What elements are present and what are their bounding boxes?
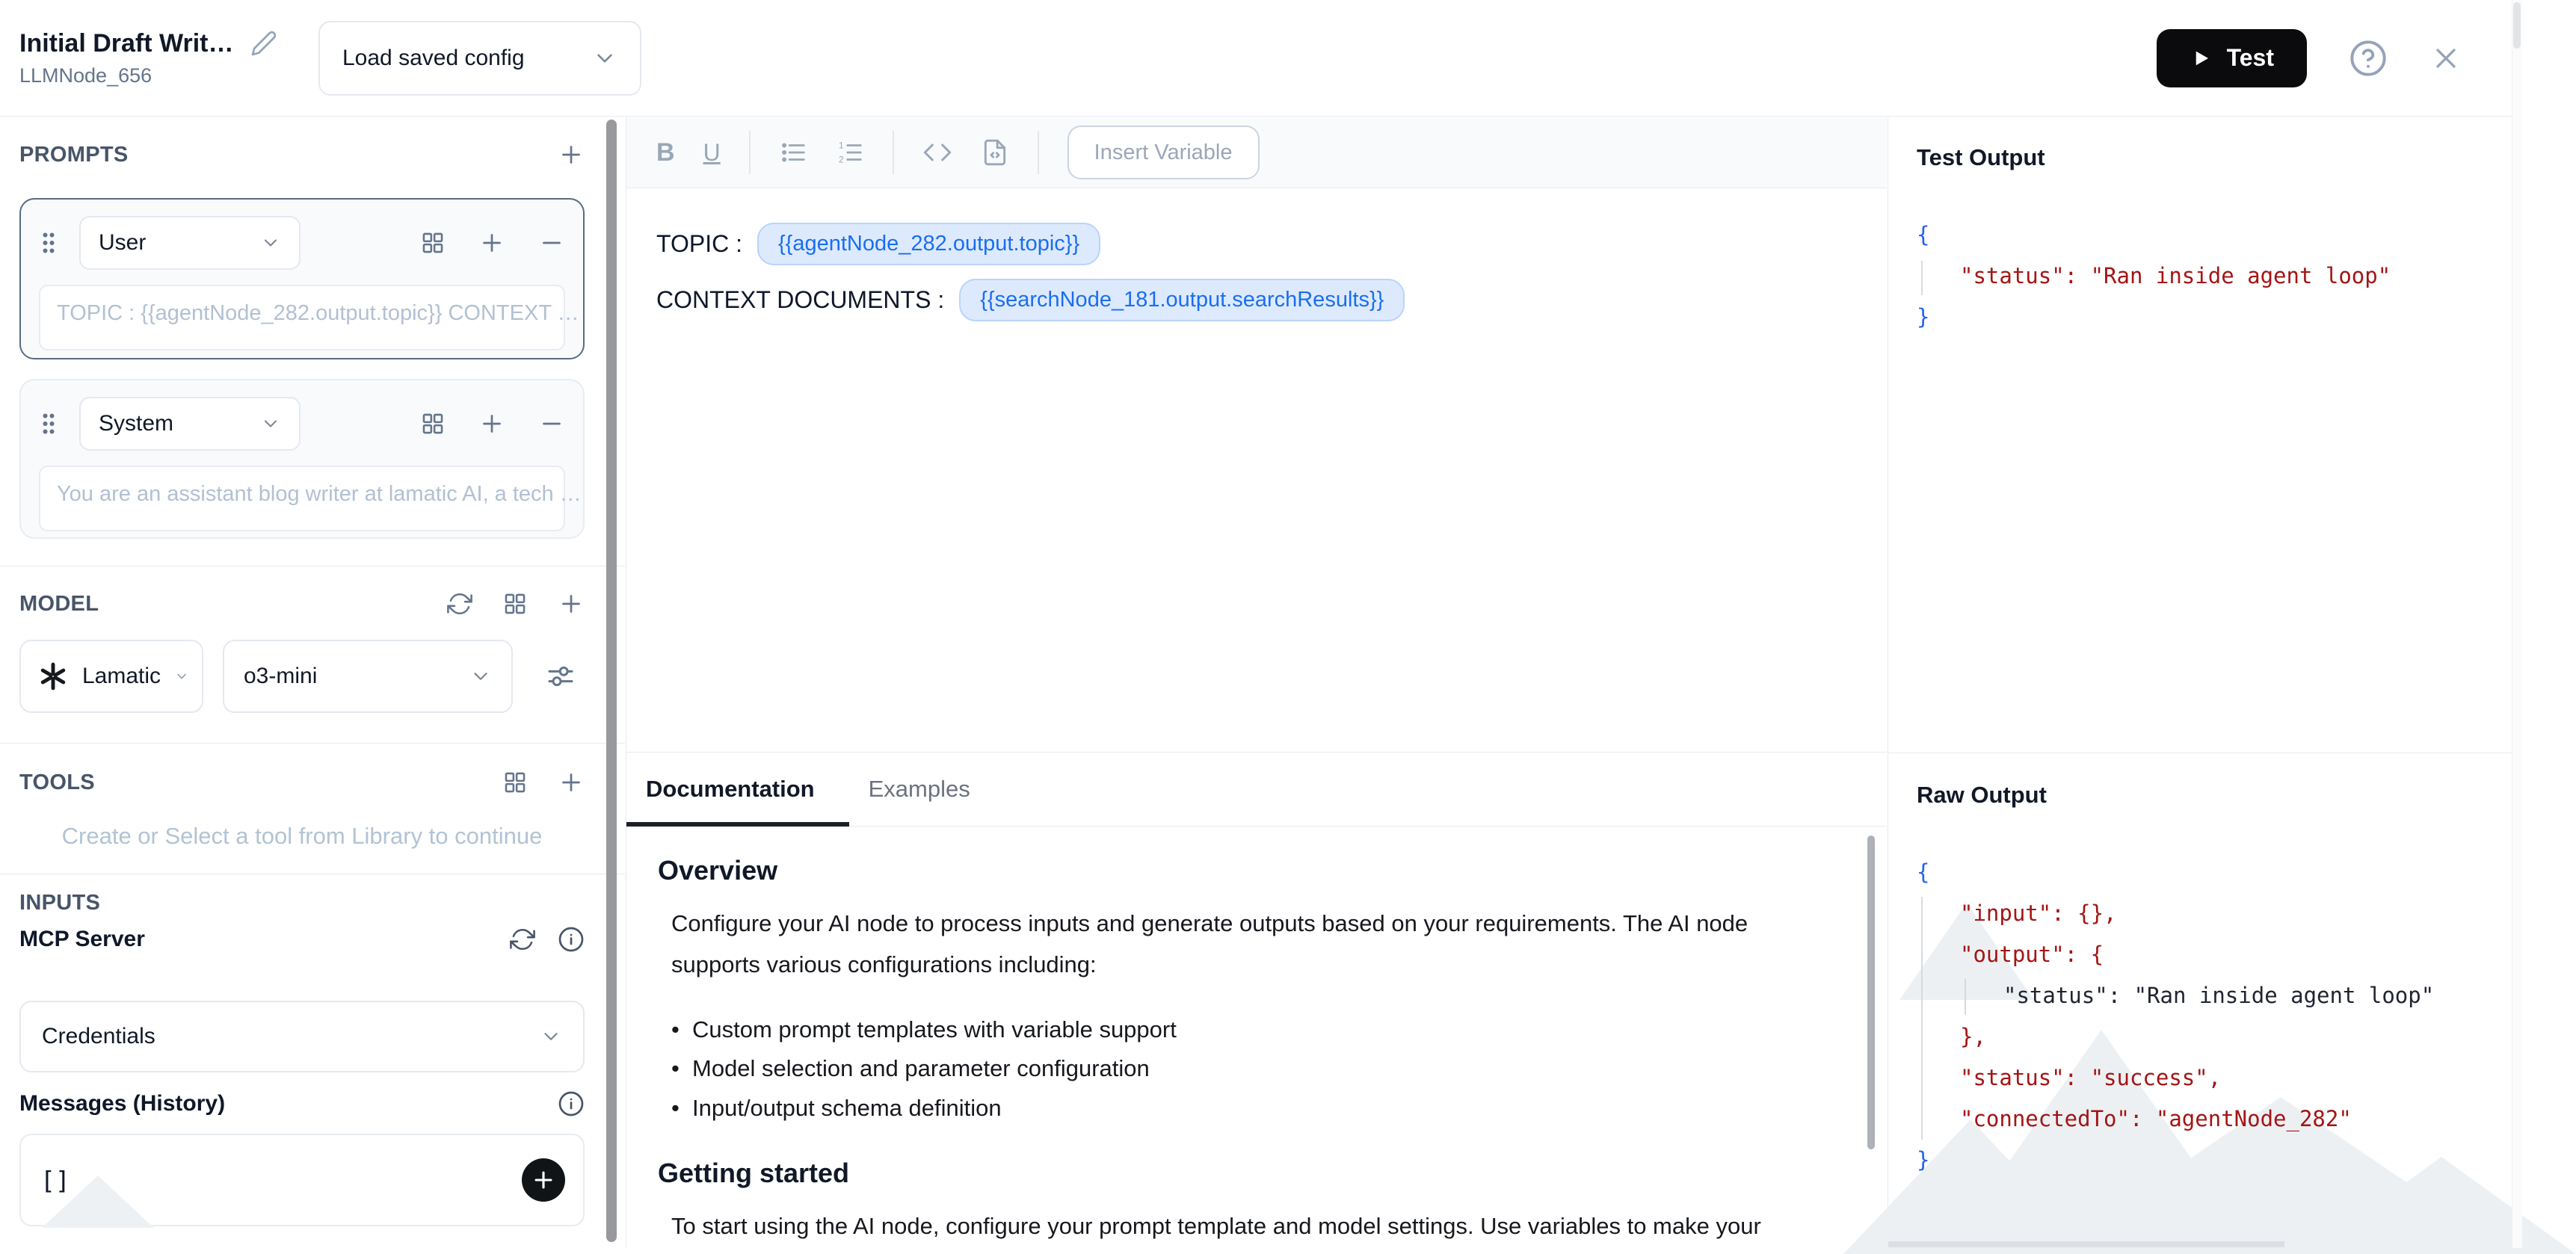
node-title: Initial Draft Writ… <box>19 28 234 58</box>
file-code-icon <box>981 138 1009 167</box>
json-line: "status": "Ran inside agent loop" <box>1960 263 2391 288</box>
prompt-role-label: System <box>99 411 174 436</box>
prompt-remove-button[interactable] <box>538 410 565 437</box>
sidebar-scrollbar[interactable] <box>606 120 617 1242</box>
test-button-label: Test <box>2226 44 2274 71</box>
messages-history-box[interactable] <box>19 1134 585 1226</box>
prompt-editor-panel <box>626 117 1887 1248</box>
help-circle-icon <box>2349 39 2388 78</box>
model-add-button[interactable] <box>558 590 585 617</box>
messages-history-label: Messages (History) <box>19 1091 226 1116</box>
toolbar-divider <box>1038 131 1039 174</box>
header-actions <box>2157 29 2462 87</box>
editor-line <box>656 223 1887 265</box>
tab-documentation[interactable] <box>626 753 849 826</box>
prompt-placeholder: You are an assistant blog writer at lamatic AI, a tech … <box>57 482 582 506</box>
prompt-card-user <box>19 198 585 359</box>
test-output-json <box>1917 214 2500 338</box>
chevron-down-icon <box>469 665 492 688</box>
prompts-section-title: PROMPTS <box>19 142 129 167</box>
raw-output-json <box>1917 852 2500 1181</box>
docs-scrollbar[interactable] <box>1867 836 1875 1149</box>
close-icon <box>2429 42 2462 75</box>
bullet-list-button[interactable] <box>779 138 807 167</box>
info-icon <box>558 926 585 953</box>
svg-text:2: 2 <box>838 154 844 165</box>
prompt-add-button[interactable] <box>478 410 505 437</box>
editor-line-label: CONTEXT DOCUMENTS : <box>656 286 945 313</box>
messages-info-button[interactable] <box>558 1090 585 1117</box>
plus-icon <box>558 590 585 617</box>
page-scrollbar-track[interactable] <box>2512 0 2522 1248</box>
model-select[interactable] <box>223 640 513 713</box>
add-message-button[interactable] <box>522 1158 565 1202</box>
model-refresh-button[interactable] <box>447 591 472 617</box>
underline-button[interactable]: U <box>703 138 721 166</box>
chevron-down-icon <box>174 669 189 684</box>
close-button[interactable] <box>2429 42 2462 75</box>
bullet-item: • Model selection and parameter configuration <box>692 1049 1842 1088</box>
play-icon <box>2190 47 2212 70</box>
json-line: { <box>1917 222 1930 247</box>
model-name: o3-mini <box>244 664 318 688</box>
json-line: "status": "Ran inside agent loop" <box>2003 983 2435 1008</box>
plus-icon <box>478 410 505 437</box>
docs-tabbar <box>626 752 1887 827</box>
pencil-icon <box>250 30 277 57</box>
prompt-add-button[interactable] <box>478 229 505 256</box>
bullet-item: • Input/output schema definition <box>692 1089 1842 1128</box>
bullet-item: • Custom prompt templates with variable support <box>692 1010 1842 1049</box>
sidebar-divider <box>0 743 625 744</box>
test-output-section <box>1888 117 2522 753</box>
test-output-title: Test Output <box>1917 144 2045 170</box>
drag-handle-icon[interactable] <box>39 229 58 256</box>
mcp-server-label: MCP Server <box>19 927 145 951</box>
load-saved-config-label: Load saved config <box>342 45 525 70</box>
chevron-down-icon <box>540 1025 562 1048</box>
grid-icon <box>502 591 528 617</box>
prompt-text-input-system[interactable] <box>39 466 582 531</box>
getting-started-paragraph: To start using the AI node, configure your prompt template and model settings. Use variables to make your <box>671 1212 1761 1239</box>
provider-select[interactable] <box>19 640 203 713</box>
prompt-role-select-system[interactable] <box>79 397 301 451</box>
load-saved-config-select[interactable] <box>318 21 641 96</box>
indent-guide <box>1965 979 1966 1015</box>
raw-output-section <box>1888 753 2522 1247</box>
model-section-title: MODEL <box>19 591 99 616</box>
plus-icon <box>531 1167 556 1193</box>
model-row <box>19 640 585 713</box>
overview-paragraph: Configure your AI node to process inputs and generate outputs based on your requirements. The AI node supports various configurations including: <box>671 910 1748 978</box>
config-sidebar <box>0 117 625 1248</box>
tab-examples[interactable] <box>849 753 1005 826</box>
overview-heading: Overview <box>658 855 778 886</box>
json-line: } <box>1917 1147 1930 1173</box>
prompt-role-label: User <box>99 230 147 255</box>
prompt-grid-button[interactable] <box>420 230 446 256</box>
toolbar-divider <box>893 131 894 174</box>
prompt-text-input-user[interactable] <box>39 285 579 350</box>
json-line: { <box>1917 859 1930 885</box>
overview-bullet-list <box>658 1010 1842 1127</box>
prompt-card-system <box>19 379 585 539</box>
editor-line <box>656 279 1887 321</box>
prompt-role-select-user[interactable] <box>79 216 301 270</box>
tools-grid-button[interactable] <box>502 770 528 795</box>
drag-handle-icon[interactable] <box>39 410 58 437</box>
info-icon <box>558 1090 585 1117</box>
minus-icon <box>538 410 565 437</box>
model-section-header <box>19 590 585 617</box>
indent-guide <box>1921 897 1923 1140</box>
credentials-label: Credentials <box>42 1024 155 1048</box>
prompt-placeholder: TOPIC : {{agentNode_282.output.topic}} CONTEXT … <box>57 301 579 325</box>
messages-history-value: [] <box>40 1165 70 1195</box>
node-title-block <box>19 29 289 87</box>
plus-icon <box>558 141 585 168</box>
code-button[interactable] <box>922 138 952 167</box>
provider-name: Lamatic <box>82 664 161 688</box>
indent-guide <box>1921 261 1923 295</box>
tools-empty-text: Create or Select a tool from Library to continue <box>61 823 543 849</box>
json-line: "status": "success", <box>1960 1065 2222 1090</box>
tab-label: Examples <box>868 776 970 802</box>
grid-icon <box>420 230 446 256</box>
json-line: }, <box>1960 1024 1986 1049</box>
code-file-button[interactable] <box>981 138 1009 167</box>
grid-icon <box>502 770 528 795</box>
json-line: "input": {}, <box>1960 901 2117 926</box>
minus-icon <box>538 229 565 256</box>
json-line: "output": { <box>1960 942 2104 967</box>
credentials-select[interactable] <box>19 1001 585 1072</box>
plus-icon <box>478 229 505 256</box>
help-button[interactable] <box>2349 39 2388 78</box>
chevron-down-icon <box>260 413 281 434</box>
chevron-down-icon <box>260 232 281 253</box>
watermark-strip <box>1888 1241 2284 1247</box>
inputs-section-title: INPUTS <box>19 891 101 915</box>
plus-icon <box>558 769 585 796</box>
numbered-list-button[interactable] <box>836 138 864 167</box>
mcp-refresh-button[interactable] <box>510 927 535 952</box>
code-icon <box>922 138 952 167</box>
tab-label: Documentation <box>646 776 815 802</box>
mcp-info-button[interactable] <box>558 926 585 953</box>
tools-section-header <box>19 769 585 796</box>
prompt-remove-button[interactable] <box>538 229 565 256</box>
inputs-section-header <box>19 891 585 915</box>
prompt-grid-button[interactable] <box>420 411 446 436</box>
node-id: LLMNode_656 <box>19 64 152 87</box>
svg-text:1: 1 <box>838 140 844 151</box>
variable-chip[interactable]: {{agentNode_282.output.topic}} <box>757 223 1100 265</box>
model-params-button[interactable] <box>546 661 576 691</box>
refresh-icon <box>447 591 472 617</box>
messages-history-row <box>19 1090 585 1117</box>
editor-line-label: TOPIC : <box>656 230 742 257</box>
prompt-editor-content[interactable] <box>626 188 1887 752</box>
output-panel <box>1888 117 2522 1248</box>
raw-output-title: Raw Output <box>1917 782 2047 808</box>
refresh-icon <box>510 927 535 952</box>
sliders-icon <box>546 661 576 691</box>
add-prompt-button[interactable] <box>558 141 585 168</box>
prompts-section-header <box>19 141 585 168</box>
mcp-server-row <box>19 926 585 953</box>
bold-button[interactable]: B <box>656 138 675 167</box>
test-button[interactable] <box>2157 29 2307 87</box>
toolbar-divider <box>749 131 751 174</box>
variable-chip[interactable]: {{searchNode_181.output.searchResults}} <box>959 279 1405 321</box>
insert-variable-button[interactable]: Insert Variable <box>1067 126 1260 179</box>
editor-toolbar <box>626 117 1887 188</box>
header <box>0 0 2522 117</box>
page-scrollbar-thumb[interactable] <box>2513 2 2521 49</box>
numbered-list-icon <box>836 138 864 167</box>
model-grid-button[interactable] <box>502 591 528 617</box>
bullet-list-icon <box>779 138 807 167</box>
openai-logo-icon <box>37 661 69 692</box>
chevron-down-icon <box>592 46 617 71</box>
json-line: "connectedTo": "agentNode_282" <box>1960 1106 2352 1131</box>
getting-started-heading: Getting started <box>658 1157 850 1188</box>
documentation-content <box>626 827 1887 1239</box>
tools-section-title: TOOLS <box>19 770 95 794</box>
json-line: } <box>1917 304 1930 330</box>
tools-add-button[interactable] <box>558 769 585 796</box>
grid-icon <box>420 411 446 436</box>
edit-title-button[interactable] <box>250 30 277 57</box>
